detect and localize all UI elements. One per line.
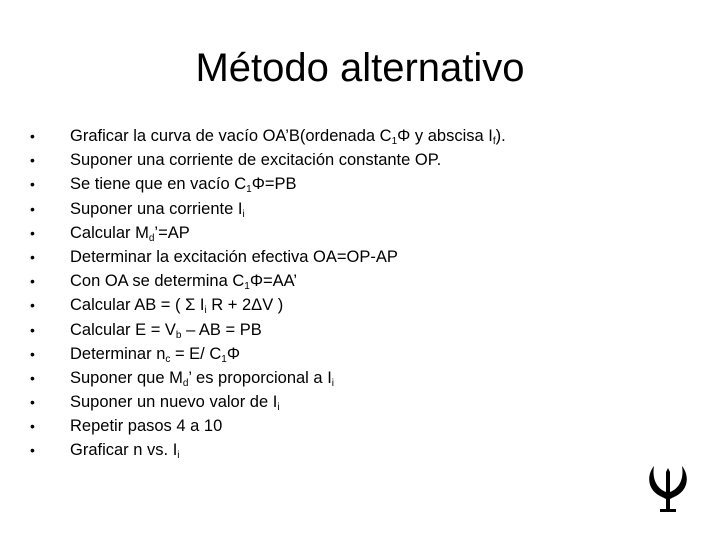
list-item: • Determinar la excitación efectiva OA=OP-AP <box>30 245 690 269</box>
bullet-icon: • <box>30 321 35 338</box>
bullet-icon: • <box>30 369 35 386</box>
bullet-icon: • <box>30 442 35 459</box>
bullet-icon: • <box>30 128 35 144</box>
list-item: • Graficar n vs. $I_i$ <box>30 438 690 462</box>
bullet-icon: • <box>30 297 35 314</box>
bullet-list <box>30 124 690 463</box>
bullet-icon: • <box>30 273 35 290</box>
bullet-icon: • <box>30 176 35 193</box>
quake-logo-icon <box>646 462 690 518</box>
list-item: • Calcular $E = V_b$ – AB = PB <box>30 318 690 342</box>
bullet-icon: • <box>30 345 35 362</box>
list-item: • Suponer un nuevo valor de $I_i$ <box>30 390 690 414</box>
list-item: • Con OA se determina $C_1\Phi=AA$’ <box>30 269 690 293</box>
bullet-icon: • <box>30 200 35 217</box>
bullet-icon: • <box>30 152 35 169</box>
list-item: • Calcular AB = ( Σ $I_i$ R + 2ΔV ) <box>30 293 690 317</box>
bullet-icon: • <box>30 224 35 241</box>
list-item: • Suponer una corriente $I_i$ <box>30 197 690 221</box>
bullet-icon: • <box>30 394 35 411</box>
list-item: • Suponer una corriente de excitación constante OP. <box>30 148 690 172</box>
list-item: • Determinar $n_c = E/$ $C_1\Phi$ <box>30 342 690 366</box>
list-item: • Repetir pasos 4 a 10 <box>30 414 690 438</box>
bullet-icon: • <box>30 248 35 265</box>
list-item: • Suponer que $M_d$’ es proporcional a $I_i$ <box>30 366 690 390</box>
slide-title: Método alternativo <box>195 46 525 90</box>
list-item: • Se tiene que en vacío $C_1\Phi=PB$ <box>30 172 690 196</box>
list-item: • Graficar la curva de vacío OA’B(ordenada $C_1\Phi$ y abscisa $I_f$). <box>30 124 690 148</box>
bullet-icon: • <box>30 418 35 435</box>
list-item: • Calcular $M_d’=AP$ <box>30 221 690 245</box>
